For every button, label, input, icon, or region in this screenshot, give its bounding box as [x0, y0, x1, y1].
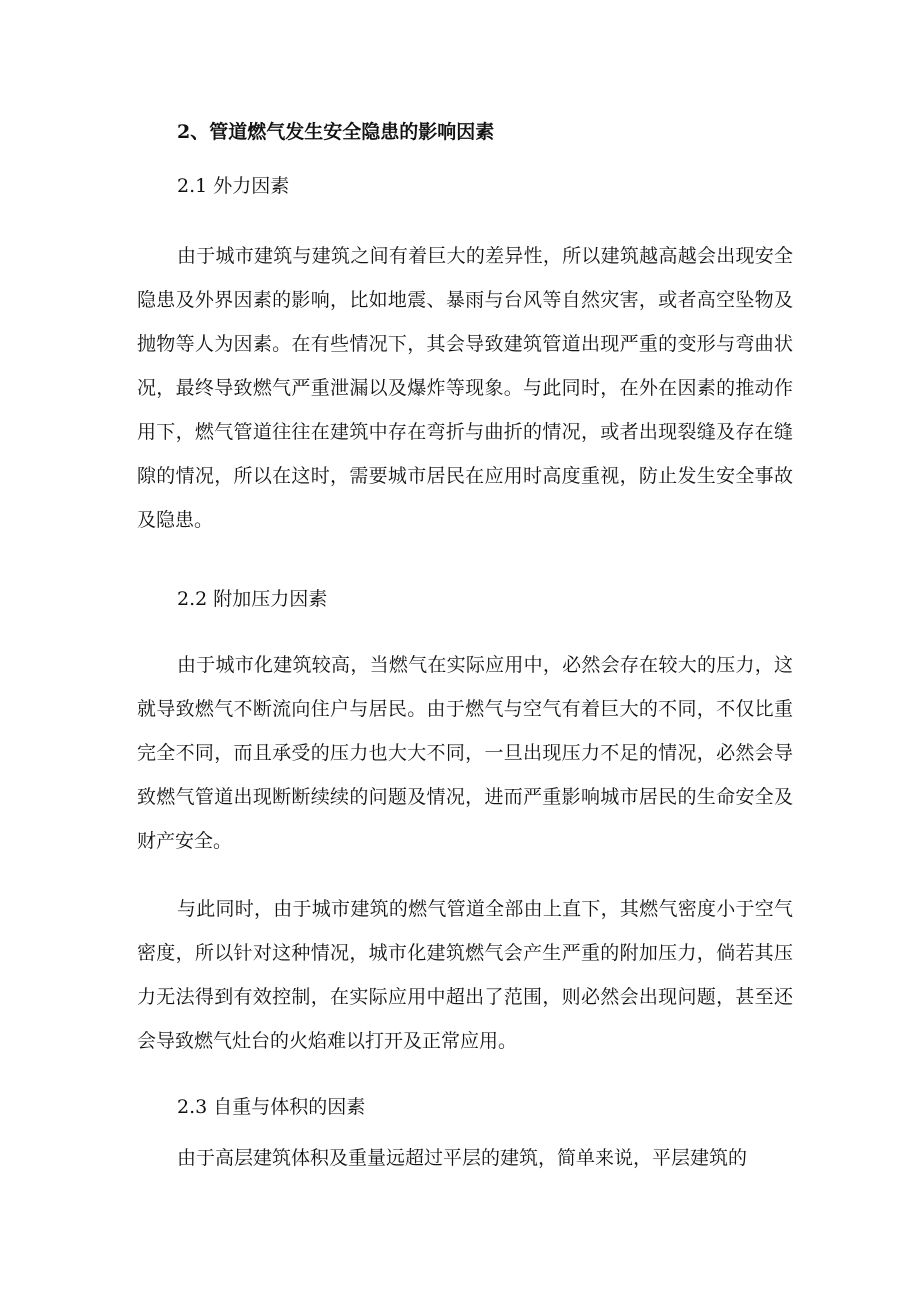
section-heading: 2、管道燃气发生安全隐患的影响因素 [177, 121, 495, 143]
subsection-title-2-1: 2.1 外力因素 [177, 175, 290, 197]
paragraph-2-3-1: 由于高层建筑体积及重量远超过平层的建筑，简单来说，平层建筑的 [177, 1147, 748, 1169]
subsection-title-2-2: 2.2 附加压力因素 [177, 588, 328, 610]
paragraph-2-2-1: 由于城市化建筑较高，当燃气在实际应用中，必然会存在较大的压力，这就导致燃气不断流向住户与居民。由于燃气与空气有着巨大的不同，不仅比重完全不同，而且承受的压力也大大不同，一旦出现压力不足的情况，必然会导致燃气管道出现断断续续的问题及情况，进而严重影响城市居民的生命安全及财产安全。 [137, 654, 793, 852]
subsection-title-2-3: 2.3 自重与体积的因素 [177, 1096, 366, 1118]
paragraph-2-2-2: 与此同时，由于城市建筑的燃气管道全部由上直下，其燃气密度小于空气密度，所以针对这种情况，城市化建筑燃气会产生严重的附加压力，倘若其压力无法得到有效控制，在实际应用中超出了范围，则必然会出现问题，甚至还会导致燃气灶台的火焰难以打开及正常应用。 [137, 898, 793, 1052]
paragraph-2-1-1: 由于城市建筑与建筑之间有着巨大的差异性，所以建筑越高越会出现安全隐患及外界因素的影响，比如地震、暴雨与台风等自然灾害，或者高空坠物及抛物等人为因素。在有些情况下，其会导致建筑管道出现严重的变形与弯曲状况，最终导致燃气严重泄漏以及爆炸等现象。与此同时，在外在因素的推动作用下，燃气管道往往在建筑中存在弯折与曲折的情况，或者出现裂缝及存在缝隙的情况，所以在这时，需要城市居民在应用时高度重视，防止发生安全事故及隐患。 [137, 245, 793, 531]
